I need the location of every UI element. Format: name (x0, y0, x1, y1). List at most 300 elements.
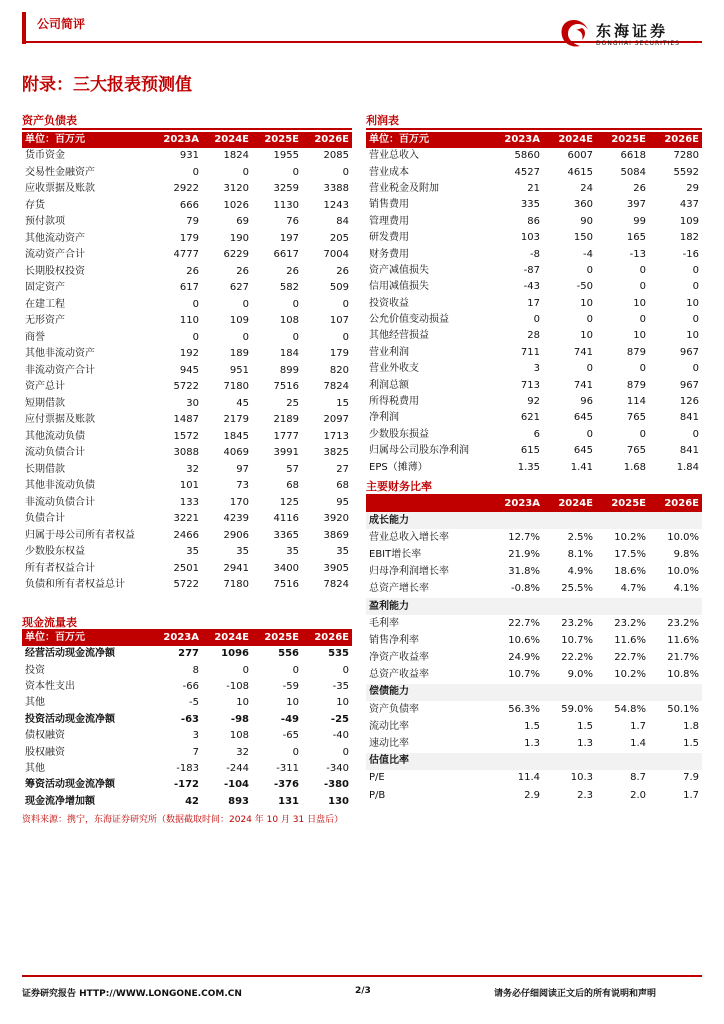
value-cell: 32 (186, 463, 199, 475)
row-label-cell: 投资活动现金流净额 (25, 713, 115, 725)
table-row (366, 632, 702, 649)
table-row (366, 296, 702, 312)
table-row (366, 410, 702, 426)
value-cell: 645 (573, 412, 593, 424)
row-label-cell: 估值比率 (366, 753, 490, 770)
value-cell: 0 (639, 363, 646, 375)
value-cell: 7 (192, 746, 199, 758)
value-cell: 1955 (273, 150, 299, 162)
value-cell: 6618 (620, 150, 646, 162)
value-cell: 24.9% (508, 652, 540, 664)
value-cell: 11.4 (517, 772, 540, 784)
value-cell: 10.7% (561, 634, 593, 646)
value-cell: 1.3 (577, 738, 593, 750)
value-cell: 21.7% (667, 652, 699, 664)
table-row (366, 459, 702, 475)
row-label-cell: 筹资活动现金流净额 (25, 779, 115, 791)
value-cell: 556 (278, 648, 299, 660)
row-label-cell: 财务费用 (369, 248, 409, 260)
value-cell: 9.8% (673, 548, 699, 560)
value-cell: 0 (292, 331, 299, 343)
value-cell: 841 (679, 445, 699, 457)
value-cell: 10 (580, 330, 593, 342)
value-cell: 97 (236, 463, 249, 475)
table-row (22, 777, 352, 793)
value-cell: 899 (279, 364, 299, 376)
value-cell: 54.8% (614, 703, 646, 715)
value-cell: 711 (520, 346, 540, 358)
value-cell: 0 (342, 298, 349, 310)
cashflow-table (22, 630, 352, 810)
value-cell: 7516 (273, 579, 299, 591)
value-cell: -244 (226, 762, 249, 774)
value-cell: 765 (626, 445, 646, 457)
header-year-cell: 2025E (252, 630, 302, 646)
table-row (366, 718, 702, 735)
value-cell: 5084 (620, 166, 646, 178)
value-cell: 76 (286, 216, 299, 228)
value-cell: 22.7% (614, 652, 646, 664)
row-label-cell: 偿债能力 (366, 684, 490, 701)
value-cell: 0 (533, 314, 540, 326)
value-cell: 1.5 (524, 720, 540, 732)
value-cell: 6617 (273, 249, 299, 261)
value-cell: 0 (342, 166, 349, 178)
header-year-cell: 2025E (596, 132, 649, 148)
value-cell: 666 (179, 199, 199, 211)
table-row (22, 247, 352, 264)
table-row (366, 197, 702, 213)
value-cell (596, 684, 649, 701)
value-cell: 1.41 (570, 461, 593, 473)
brand-name-en: DONGHAI SECURITIES (596, 40, 680, 47)
row-label-cell: 营业外收支 (369, 363, 419, 375)
value-cell: 10 (580, 297, 593, 309)
value-cell: 5592 (673, 166, 699, 178)
value-cell: 35 (236, 546, 249, 558)
value-cell: -380 (323, 779, 349, 791)
table-row (366, 214, 702, 230)
header-year-cell: 2026E (302, 630, 352, 646)
table-row (366, 753, 702, 770)
value-cell: 130 (328, 795, 349, 807)
table-row (22, 313, 352, 330)
value-cell: 4.7% (620, 583, 646, 595)
row-label-cell: 营业总收入 (369, 150, 419, 162)
value-cell: 1096 (221, 648, 249, 660)
value-cell: 0 (342, 331, 349, 343)
header-year-cell: 2026E (649, 496, 702, 512)
table-row (22, 794, 352, 810)
value-cell (596, 512, 649, 529)
header-year-cell: 2026E (302, 132, 352, 148)
value-cell: 10.8% (667, 669, 699, 681)
value-cell: 4069 (223, 447, 249, 459)
row-label-cell: 销售净利率 (369, 634, 419, 646)
header-accent-bar (22, 12, 26, 44)
table-row (22, 478, 352, 495)
value-cell: 4527 (514, 166, 540, 178)
value-cell: 437 (679, 199, 699, 211)
table-row (22, 264, 352, 281)
table-row (22, 363, 352, 380)
value-cell: 109 (229, 315, 249, 327)
value-cell: 108 (279, 315, 299, 327)
table-header-row (22, 630, 352, 646)
value-cell: -0.8% (510, 583, 540, 595)
value-cell: 0 (292, 298, 299, 310)
row-label-cell: 长期借款 (25, 463, 65, 475)
value-cell: -311 (276, 762, 299, 774)
value-cell: 22.7% (508, 617, 540, 629)
value-cell: 25 (286, 397, 299, 409)
value-cell: -98 (230, 713, 249, 725)
value-cell: 1.7 (683, 789, 699, 801)
value-cell: 0 (586, 264, 593, 276)
value-cell: 0 (292, 746, 299, 758)
value-cell: 841 (679, 412, 699, 424)
value-cell (490, 684, 543, 701)
table-row (366, 735, 702, 752)
data-source-note: 资料来源：携宁，东海证券研究所（数据截取时间：2024 年 10 月 31 日盘后） (22, 815, 344, 825)
value-cell: 1.84 (676, 461, 699, 473)
row-label-cell: 短期借款 (25, 397, 65, 409)
value-cell: 765 (626, 412, 646, 424)
value-cell (596, 753, 649, 770)
value-cell: -63 (180, 713, 199, 725)
row-label-cell: 预付款项 (25, 216, 65, 228)
value-cell: 535 (328, 648, 349, 660)
value-cell: 179 (329, 348, 349, 360)
row-label-cell: 成长能力 (366, 512, 490, 529)
value-cell: 108 (229, 730, 249, 742)
value-cell: 68 (286, 480, 299, 492)
value-cell (543, 512, 596, 529)
header-year-cell: 2025E (252, 132, 302, 148)
value-cell (543, 598, 596, 615)
value-cell: 1.7 (630, 720, 646, 732)
table-row (22, 462, 352, 479)
value-cell: 509 (329, 282, 349, 294)
table-row (22, 528, 352, 545)
value-cell: 1777 (273, 430, 299, 442)
value-cell: 7280 (673, 150, 699, 162)
value-cell: 951 (229, 364, 249, 376)
value-cell: 3825 (323, 447, 349, 459)
table-row (22, 744, 352, 760)
value-cell: 29 (686, 182, 699, 194)
value-cell: 2906 (223, 529, 249, 541)
row-label-cell: 利润总额 (369, 379, 409, 391)
row-label-cell: 归属母公司股东净利润 (369, 445, 469, 457)
row-label-cell: P/E (369, 772, 385, 784)
value-cell: 68 (336, 480, 349, 492)
table-row (22, 445, 352, 462)
row-label-cell: 商誉 (25, 331, 45, 343)
value-cell: 0 (192, 298, 199, 310)
header-year-cell: 2023A (490, 132, 543, 148)
table-row (366, 512, 702, 529)
value-cell: 1.8 (683, 720, 699, 732)
row-label-cell: 少数股东损益 (369, 428, 429, 440)
value-cell: 96 (580, 396, 593, 408)
value-cell: 741 (573, 379, 593, 391)
value-cell: 1845 (223, 430, 249, 442)
value-cell: 31.8% (508, 566, 540, 578)
row-label-cell: 无形资产 (25, 315, 65, 327)
value-cell: 3388 (323, 183, 349, 195)
row-label-cell: 资产减值损失 (369, 264, 429, 276)
value-cell: 277 (178, 648, 199, 660)
table-row (22, 165, 352, 182)
table-header-row (22, 132, 352, 148)
value-cell: 3365 (273, 529, 299, 541)
table-row (366, 230, 702, 246)
value-cell: -50 (576, 281, 593, 293)
value-cell: 8.7 (630, 772, 646, 784)
row-label-cell: 应收票据及账款 (25, 183, 95, 195)
value-cell: -376 (273, 779, 299, 791)
value-cell: 0 (639, 314, 646, 326)
row-label-cell: 资产总计 (25, 381, 65, 393)
value-cell: 197 (279, 232, 299, 244)
value-cell: 0 (639, 264, 646, 276)
value-cell: 10.6% (508, 634, 540, 646)
value-cell: 1713 (323, 430, 349, 442)
row-label-cell: 存货 (25, 199, 45, 211)
value-cell (649, 598, 702, 615)
row-label-cell: 管理费用 (369, 215, 409, 227)
value-cell: 21 (527, 182, 540, 194)
value-cell: 101 (179, 480, 199, 492)
table-row (22, 181, 352, 198)
value-cell: 24 (580, 182, 593, 194)
table-row (22, 412, 352, 429)
value-cell: 820 (329, 364, 349, 376)
value-cell: 59.0% (561, 703, 593, 715)
income-statement-title: 利润表 (366, 114, 399, 127)
value-cell: 741 (573, 346, 593, 358)
table-header-row (366, 496, 702, 512)
row-label-cell: 负债和所有者权益总计 (25, 579, 125, 591)
value-cell: -5 (189, 697, 199, 709)
value-cell: 2.3 (577, 789, 593, 801)
value-cell: -49 (280, 713, 299, 725)
value-cell: 10.3 (570, 772, 593, 784)
row-label-cell: 投资 (25, 664, 45, 676)
value-cell: 126 (679, 396, 699, 408)
value-cell: 10.0% (667, 566, 699, 578)
value-cell: 26 (633, 182, 646, 194)
value-cell: 1130 (273, 199, 299, 211)
table-row (366, 394, 702, 410)
value-cell: -66 (182, 680, 199, 692)
value-cell: 1.68 (623, 461, 646, 473)
table-row (22, 577, 352, 594)
value-cell: 1487 (173, 414, 199, 426)
table-row (22, 429, 352, 446)
table-row (366, 279, 702, 295)
table-row (366, 564, 702, 581)
row-label-cell: 所有者权益合计 (25, 562, 95, 574)
value-cell: 73 (236, 480, 249, 492)
value-cell: 0 (692, 281, 699, 293)
value-cell: 1.5 (577, 720, 593, 732)
row-label-cell: 其他 (25, 697, 45, 709)
value-cell: 184 (279, 348, 299, 360)
table-row (366, 312, 702, 328)
table-row (366, 581, 702, 598)
value-cell: 967 (679, 379, 699, 391)
value-cell: 7180 (223, 381, 249, 393)
value-cell: 45 (236, 397, 249, 409)
value-cell: -35 (332, 680, 349, 692)
table-row (366, 529, 702, 546)
value-cell: 945 (179, 364, 199, 376)
value-cell: -183 (176, 762, 199, 774)
value-cell: 32 (236, 746, 249, 758)
row-label-cell: 净资产收益率 (369, 652, 429, 664)
table-row (366, 328, 702, 344)
value-cell: 967 (679, 346, 699, 358)
table-row (366, 181, 702, 197)
value-cell (543, 753, 596, 770)
value-cell: 28 (527, 330, 540, 342)
table-row (22, 511, 352, 528)
value-cell: 2922 (173, 183, 199, 195)
row-label-cell: 净利润 (369, 412, 399, 424)
value-cell: -104 (223, 779, 249, 791)
table-row (22, 148, 352, 165)
value-cell: 621 (520, 412, 540, 424)
row-label-cell: 营业利润 (369, 346, 409, 358)
value-cell: 3088 (173, 447, 199, 459)
header-year-cell: 2024E (202, 132, 252, 148)
footer-divider (22, 975, 702, 977)
value-cell: 15 (336, 397, 349, 409)
table-row (366, 377, 702, 393)
table-row (366, 361, 702, 377)
row-label-cell: 归母净利润增长率 (369, 566, 449, 578)
value-cell: 7180 (223, 579, 249, 591)
table-row (22, 695, 352, 711)
value-cell: 2501 (173, 562, 199, 574)
value-cell: 10 (236, 697, 249, 709)
value-cell: 35 (336, 546, 349, 558)
value-cell: 3 (533, 363, 540, 375)
value-cell: -8 (530, 248, 540, 260)
value-cell: 3 (192, 730, 199, 742)
value-cell: 1.35 (517, 461, 540, 473)
row-label-cell: P/B (369, 789, 386, 801)
value-cell: 17.5% (614, 548, 646, 560)
value-cell: 0 (242, 664, 249, 676)
cashflow-title: 现金流量表 (22, 616, 77, 629)
row-label-cell: 交易性金融资产 (25, 166, 95, 178)
value-cell: 86 (527, 215, 540, 227)
row-label-cell: 投资收益 (369, 297, 409, 309)
row-label-cell: 研发费用 (369, 232, 409, 244)
value-cell: 10 (633, 330, 646, 342)
row-label-cell: 流动负债合计 (25, 447, 85, 459)
value-cell: 10 (686, 297, 699, 309)
value-cell: 627 (229, 282, 249, 294)
value-cell: 57 (286, 463, 299, 475)
table-row (22, 561, 352, 578)
row-label-cell: 流动比率 (369, 720, 409, 732)
value-cell: 10.7% (508, 669, 540, 681)
value-cell: 4239 (223, 513, 249, 525)
value-cell: 879 (626, 346, 646, 358)
value-cell: 109 (679, 215, 699, 227)
value-cell: 69 (236, 216, 249, 228)
value-cell: -13 (629, 248, 646, 260)
table-row (366, 546, 702, 563)
table-row (22, 280, 352, 297)
value-cell: 645 (573, 445, 593, 457)
value-cell: 35 (186, 546, 199, 558)
table-row (22, 198, 352, 215)
value-cell: 0 (192, 166, 199, 178)
value-cell: 7004 (323, 249, 349, 261)
value-cell: 3991 (273, 447, 299, 459)
value-cell: 84 (336, 216, 349, 228)
value-cell: 1026 (223, 199, 249, 211)
row-label-cell: 债权融资 (25, 730, 65, 742)
value-cell: 23.2% (614, 617, 646, 629)
donghai-logo-icon (556, 16, 592, 52)
table-row (22, 712, 352, 728)
header-year-cell: 2024E (202, 630, 252, 646)
value-cell: 2466 (173, 529, 199, 541)
value-cell: -65 (282, 730, 299, 742)
value-cell: 0 (192, 331, 199, 343)
value-cell: 79 (186, 216, 199, 228)
table-row (22, 297, 352, 314)
financial-ratios-table (366, 496, 702, 804)
value-cell: 25.5% (561, 583, 593, 595)
table-row (22, 646, 352, 662)
table-row (366, 787, 702, 804)
value-cell (490, 598, 543, 615)
value-cell: 3920 (323, 513, 349, 525)
balance-sheet-title: 资产负债表 (22, 114, 77, 127)
value-cell: 131 (278, 795, 299, 807)
row-label-cell: 信用减值损失 (369, 281, 429, 293)
table-row (366, 615, 702, 632)
row-label-cell: 销售费用 (369, 199, 409, 211)
header-year-cell: 2024E (543, 132, 596, 148)
value-cell: 2097 (323, 414, 349, 426)
table-row (22, 346, 352, 363)
value-cell: 0 (692, 428, 699, 440)
row-label-cell: 其他非流动负债 (25, 480, 95, 492)
row-label-cell: 其他流动资产 (25, 232, 85, 244)
header-unit-cell: 单位：百万元 (22, 630, 152, 646)
value-cell: 12.7% (508, 531, 540, 543)
value-cell: 0 (342, 664, 349, 676)
value-cell: 205 (329, 232, 349, 244)
value-cell: 2189 (273, 414, 299, 426)
table-row (366, 701, 702, 718)
value-cell (490, 512, 543, 529)
row-label-cell: 总资产增长率 (369, 583, 429, 595)
value-cell: 2.5% (567, 531, 593, 543)
value-cell: 7.9 (683, 772, 699, 784)
header-year-cell: 2025E (596, 496, 649, 512)
value-cell: 103 (520, 232, 540, 244)
value-cell: 6007 (567, 150, 593, 162)
